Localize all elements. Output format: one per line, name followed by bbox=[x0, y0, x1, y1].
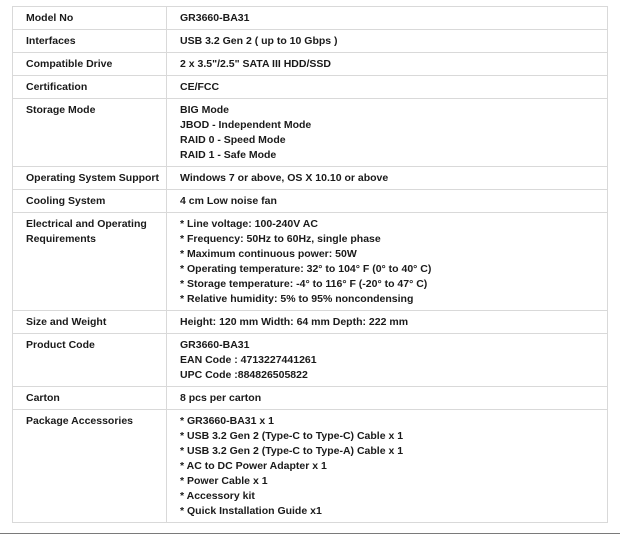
spec-label: Operating System Support bbox=[13, 167, 167, 190]
spec-row-size-weight bbox=[13, 311, 608, 334]
spec-value-line: * GR3660-BA31 x 1 bbox=[180, 415, 274, 427]
spec-value-line: * USB 3.2 Gen 2 (Type-C to Type-C) Cable x 1 bbox=[180, 430, 404, 442]
spec-value bbox=[167, 190, 608, 213]
spec-row-operating-system bbox=[13, 167, 608, 190]
spec-value-line: Windows 7 or above, OS X 10.10 or above bbox=[180, 172, 389, 184]
spec-value bbox=[167, 213, 608, 311]
spec-label: Cooling System bbox=[13, 190, 167, 213]
spec-value-line: * Line voltage: 100-240V AC bbox=[180, 218, 318, 230]
spec-row-cooling-system bbox=[13, 190, 608, 213]
spec-row-package-accessories bbox=[13, 410, 608, 523]
spec-table bbox=[12, 6, 608, 523]
spec-value-line: * Operating temperature: 32° to 104° F (0° to 40° C) bbox=[180, 263, 432, 275]
spec-value bbox=[167, 53, 608, 76]
spec-value-line: BIG Mode bbox=[180, 104, 229, 116]
spec-row-compatible-drive bbox=[13, 53, 608, 76]
spec-label: Product Code bbox=[13, 334, 167, 387]
spec-label: Interfaces bbox=[13, 30, 167, 53]
spec-value-line: EAN Code : 4713227441261 bbox=[180, 354, 317, 366]
spec-label: Compatible Drive bbox=[13, 53, 167, 76]
spec-value-line: * Quick Installation Guide x1 bbox=[180, 505, 322, 517]
spec-value-line: GR3660-BA31 bbox=[180, 339, 250, 351]
spec-row-certification bbox=[13, 76, 608, 99]
spec-label: Storage Mode bbox=[13, 99, 167, 167]
spec-row-product-code bbox=[13, 334, 608, 387]
spec-value-line: * Relative humidity: 5% to 95% noncondensing bbox=[180, 293, 414, 305]
spec-row-interfaces bbox=[13, 30, 608, 53]
spec-value bbox=[167, 311, 608, 334]
spec-value-line: RAID 1 - Safe Mode bbox=[180, 149, 277, 161]
spec-label: Electrical and Operating Requirements bbox=[13, 213, 167, 311]
spec-row-model-no bbox=[13, 7, 608, 30]
spec-value bbox=[167, 410, 608, 523]
spec-value-line: * Accessory kit bbox=[180, 490, 255, 502]
spec-label: Size and Weight bbox=[13, 311, 167, 334]
spec-value-line: RAID 0 - Speed Mode bbox=[180, 134, 286, 146]
spec-value bbox=[167, 30, 608, 53]
spec-value-line: GR3660-BA31 bbox=[180, 12, 250, 24]
spec-label: Carton bbox=[13, 387, 167, 410]
spec-value-line: * Power Cable x 1 bbox=[180, 475, 268, 487]
spec-value-line: * Maximum continuous power: 50W bbox=[180, 248, 357, 260]
spec-value-line: * Frequency: 50Hz to 60Hz, single phase bbox=[180, 233, 381, 245]
spec-row-electrical bbox=[13, 213, 608, 311]
spec-value bbox=[167, 99, 608, 167]
spec-label: Package Accessories bbox=[13, 410, 167, 523]
spec-value-line: JBOD - Independent Mode bbox=[180, 119, 312, 131]
spec-value-line: USB 3.2 Gen 2 ( up to 10 Gbps ) bbox=[180, 35, 338, 47]
spec-row-carton bbox=[13, 387, 608, 410]
bottom-divider bbox=[0, 533, 620, 534]
spec-value bbox=[167, 76, 608, 99]
spec-value-line: 2 x 3.5"/2.5" SATA III HDD/SSD bbox=[180, 58, 331, 70]
spec-row-storage-mode bbox=[13, 99, 608, 167]
spec-value bbox=[167, 334, 608, 387]
spec-value-line: 4 cm Low noise fan bbox=[180, 195, 277, 207]
spec-value-line: * AC to DC Power Adapter x 1 bbox=[180, 460, 327, 472]
spec-value-line: 8 pcs per carton bbox=[180, 392, 262, 404]
spec-value bbox=[167, 7, 608, 30]
spec-value-line: CE/FCC bbox=[180, 81, 220, 93]
spec-label: Certification bbox=[13, 76, 167, 99]
spec-value-line: * Storage temperature: -4° to 116° F (-20° to 47° C) bbox=[180, 278, 428, 290]
spec-label: Model No bbox=[13, 7, 167, 30]
spec-value-line: * USB 3.2 Gen 2 (Type-C to Type-A) Cable x 1 bbox=[180, 445, 404, 457]
spec-value-line: Height: 120 mm Width: 64 mm Depth: 222 mm bbox=[180, 316, 409, 328]
spec-value-line: UPC Code :884826505822 bbox=[180, 369, 308, 381]
spec-value bbox=[167, 387, 608, 410]
spec-value bbox=[167, 167, 608, 190]
